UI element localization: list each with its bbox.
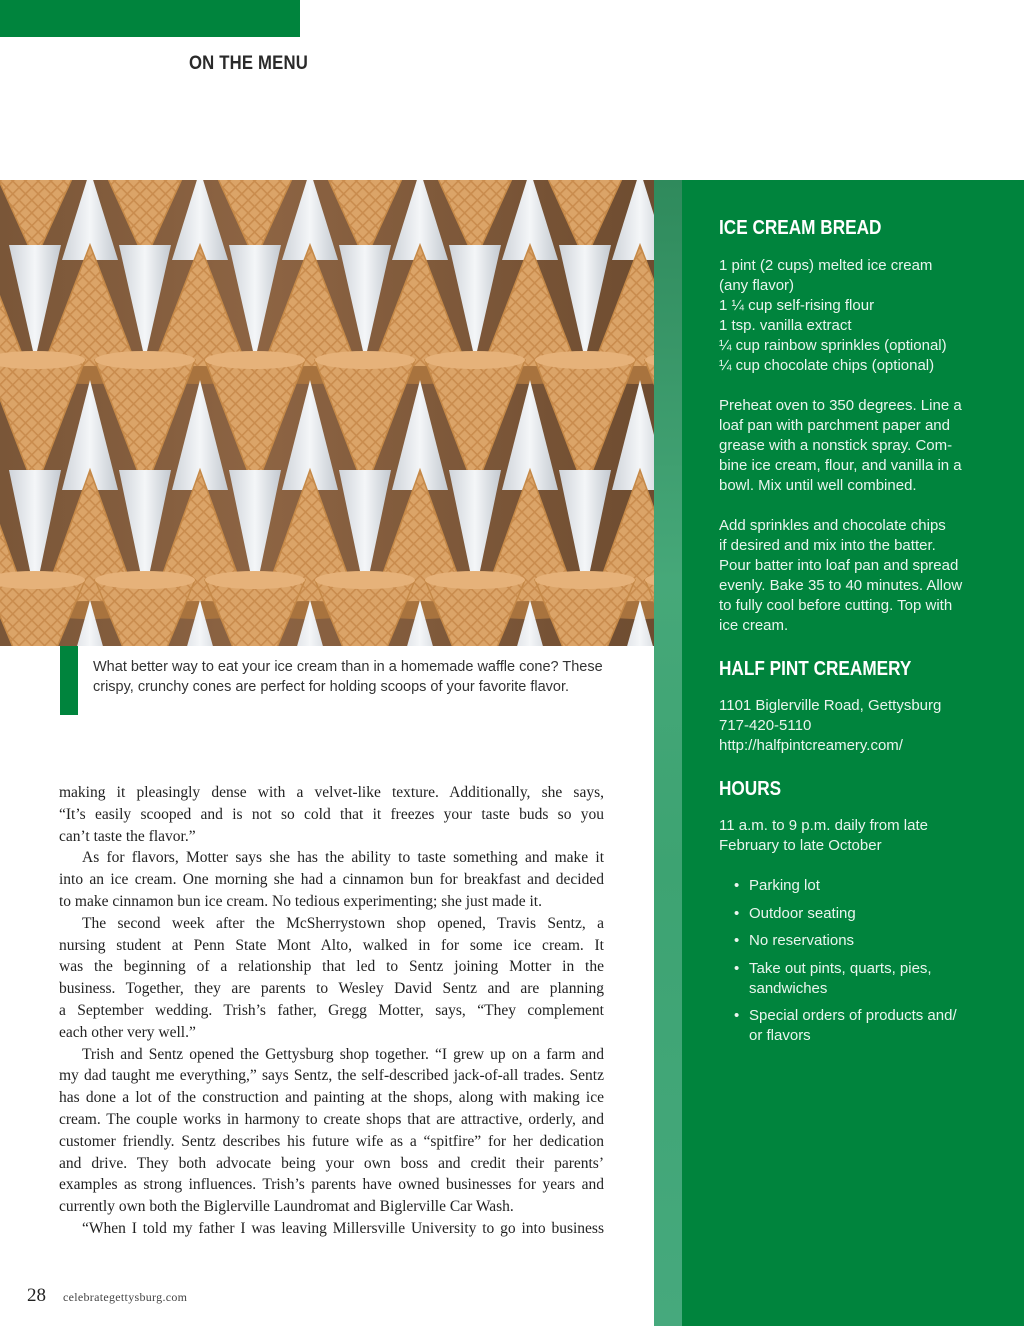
ingredient-line: (any flavor)	[719, 277, 795, 294]
cone-rim	[315, 571, 415, 589]
recipe-ingredients	[719, 256, 979, 376]
article-line: a September wedding. Trish’s father, Gregg Motter, says, “They complement	[59, 1001, 604, 1019]
step-line: evenly. Bake 35 to 40 minutes. Allow	[719, 577, 963, 594]
article-line: making it pleasingly dense with a velvet-like texture. Additionally, she says,	[59, 784, 604, 801]
article-line: Trish and Sentz opened the Gettysburg shop together. “I grew up on a farm and	[82, 1045, 604, 1063]
step-line: Pour batter into loaf pan and spread	[719, 557, 959, 574]
cone-rim	[315, 351, 415, 369]
article-line: was the beginning of a relationship that led to Sentz joining Motter in the	[59, 958, 604, 976]
step-line: loaf pan with parchment paper and	[719, 417, 950, 434]
shop-website-link[interactable]: http://halfpintcreamery.com/	[719, 737, 903, 754]
cone-rim	[425, 351, 525, 369]
ingredient-line: 1 tsp. vanilla extract	[719, 317, 852, 334]
sidebar-accent-strip	[654, 180, 682, 1326]
step-line: ice cream.	[719, 617, 789, 634]
article-line: each other very well.”	[59, 1023, 196, 1041]
bullet-icon: •	[734, 1007, 740, 1024]
bullet-icon: •	[734, 904, 740, 922]
step-line: grease with a nonstick spray. Com-	[719, 437, 953, 454]
cone-rim	[205, 351, 305, 369]
sidebar-info-panel	[682, 180, 1024, 1326]
article-line: cream. The couple works in harmony to create shops that are attractive, orderly, and	[59, 1110, 604, 1128]
recipe-step-2	[719, 516, 979, 636]
shop-phone: 717-420-5110	[719, 717, 812, 734]
hours-line: 11 a.m. to 9 p.m. daily from late	[719, 817, 928, 834]
hours-title: HOURS	[719, 778, 782, 800]
ingredient-line: 1 pint (2 cups) melted ice cream	[719, 257, 933, 274]
footer-website: celebrategettysburg.com	[63, 1290, 188, 1304]
top-accent-bar	[0, 0, 300, 37]
shop-address: 1101 Biglerville Road, Gettysburg	[719, 697, 942, 714]
ingredient-line: ¼ cup rainbow sprinkles (optional)	[719, 337, 947, 354]
features-list	[719, 876, 979, 1054]
hours-text	[719, 816, 979, 856]
bullet-icon: •	[734, 877, 740, 894]
step-line: bowl. Mix until well combined.	[719, 477, 917, 494]
waffle-cone	[425, 580, 525, 646]
article-line: “It’s easily scooped and is not so cold that it freezes your taste buds so you	[59, 805, 604, 823]
cone-rim	[95, 571, 195, 589]
cone-rim	[535, 571, 635, 589]
article-line: examples as strong influences. Trish’s parents have owned businesses for years and	[59, 1176, 604, 1194]
article-line: nursing student at Penn State Mont Alto, walked in for some ice cream. It	[59, 936, 604, 954]
waffle-cone	[205, 580, 305, 646]
article-line: “When I told my father I was leaving Millersville University to go into business	[82, 1219, 604, 1237]
article-line: currently own both the Biglerville Laundromat and Biglerville Car Wash.	[59, 1198, 514, 1216]
cone-rim	[95, 351, 195, 369]
step-line: Add sprinkles and chocolate chips	[719, 517, 946, 534]
recipe-step-1	[719, 396, 979, 496]
bullet-icon: •	[734, 932, 740, 949]
caption-accent-bar	[60, 646, 78, 715]
waffle-cones-illustration	[0, 180, 654, 646]
page-number: 28	[27, 1285, 46, 1306]
article-line: to make cinnamon bun ice cream. No tedious experimenting; she just made it.	[59, 892, 542, 910]
waffle-cone	[535, 580, 635, 646]
step-line: if desired and mix into the batter.	[719, 537, 936, 554]
step-line: to fully cool before cutting. Top with	[719, 597, 953, 614]
article-line: and drive. They both advocate being your own boss and credit their parents’	[59, 1154, 604, 1172]
list-item: • Special orders of products and/ or flavors	[734, 1007, 957, 1044]
ingredient-line: 1 ¼ cup self-rising flour	[719, 297, 875, 314]
cone-rim	[425, 571, 525, 589]
bullet-icon: •	[734, 959, 740, 977]
waffle-cones-photo	[0, 180, 654, 646]
list-item: • Take out pints, quarts, pies, sandwiches	[734, 959, 932, 997]
waffle-cone	[95, 580, 195, 646]
cone-rim	[535, 351, 635, 369]
article-body	[59, 782, 604, 1240]
shop-title: HALF PINT CREAMERY	[719, 658, 912, 680]
section-label: ON THE MENU	[189, 53, 308, 74]
list-item: • No reservations	[734, 932, 855, 949]
article-line: business. Together, they are parents to Wesley David Sentz and are planning	[59, 980, 604, 998]
hours-line: February to late October	[719, 837, 882, 854]
article-line: has done a lot of the construction and painting at the shops, along with making ice	[59, 1089, 604, 1107]
caption-line: What better way to eat your ice cream than in a homemade waffle cone? These	[93, 659, 603, 675]
cone-rim	[205, 571, 305, 589]
article-line: into an ice cream. One morning she had a cinnamon bun for breakfast and decided	[59, 871, 604, 889]
article-line: The second week after the McSherrystown shop opened, Travis Sentz, a	[82, 914, 604, 932]
article-line: As for flavors, Motter says she has the ability to taste something and make it	[82, 849, 604, 867]
article-line: customer friendly. Sentz describes his future wife as a “spitfire” for her dedication	[59, 1132, 604, 1150]
shop-info	[719, 696, 979, 756]
recipe-title: ICE CREAM BREAD	[719, 217, 882, 239]
list-item: • Outdoor seating	[734, 904, 856, 922]
ingredient-line: ¼ cup chocolate chips (optional)	[719, 357, 935, 374]
caption-line: crispy, crunchy cones are perfect for holding scoops of your favorite flavor.	[93, 679, 570, 695]
waffle-cone	[315, 580, 415, 646]
photo-caption	[93, 657, 623, 697]
list-item: • Parking lot	[734, 877, 820, 894]
step-line: bine ice cream, flour, and vanilla in a	[719, 457, 962, 474]
article-line: can’t taste the flavor.”	[59, 827, 196, 845]
step-line: Preheat oven to 350 degrees. Line a	[719, 397, 962, 414]
cone-holder	[612, 180, 654, 260]
article-line: my dad taught me everything,” says Sentz, the self-described jack-of-all trades. Sentz	[59, 1067, 604, 1085]
